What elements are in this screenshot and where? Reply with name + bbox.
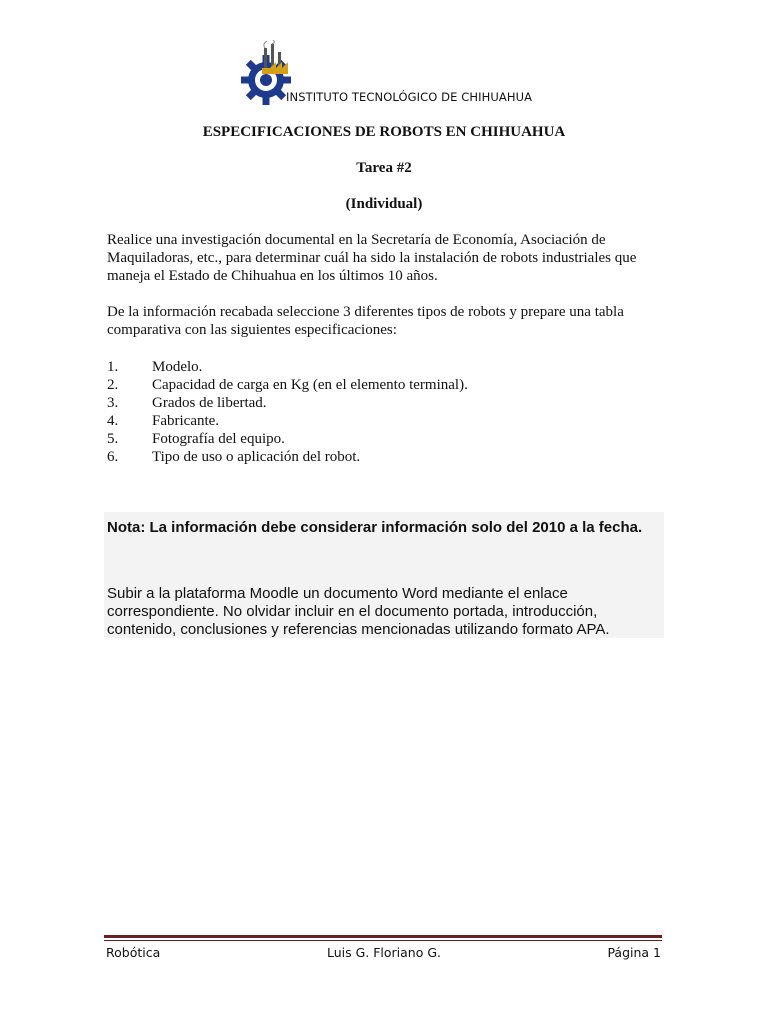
list-item [107,448,468,466]
instructions-paragraph: De la información recabada seleccione 3 diferentes tipos de robots y prepare una tabla comparativa con las siguientes especificaciones: [107,304,624,338]
note-box [104,512,664,638]
list-item [107,412,468,430]
list-item-text: Modelo. [152,359,203,375]
list-item-text: Tipo de uso o aplicación del robot. [152,449,361,465]
footer-divider-thin [104,940,662,941]
list-item-text: Capacidad de carga en Kg (en el elemento terminal). [152,377,468,393]
list-item [107,358,468,376]
document-title: ESPECIFICACIONES DE ROBOTS EN CHIHUAHUA [202,124,566,140]
submission-instructions: Subir a la plataforma Moodle un documento Word mediante el enlace correspondiente. No olvidar incluir en el documento portada, introducción, contenido, conclusiones y referencias mencionadas utilizando formato APA. [107,585,610,638]
list-item-number: 5. [107,431,119,447]
list-item-number: 2. [107,377,119,393]
note-text: Nota: La información debe considerar información solo del 2010 a la fecha. [107,519,643,536]
footer-divider [104,935,662,938]
list-item-number: 1. [107,359,119,375]
list-item [107,376,468,394]
institute-name: INSTITUTO TECNOLÓGICO DE CHIHUAHUA [286,90,533,104]
footer-author: Luis G. Floriano G. [326,945,442,960]
list-item-number: 3. [107,395,119,411]
intro-paragraph: Realice una investigación documental en la Secretaría de Economía, Asociación de Maquiladoras, etc., para determinar cuál ha sido la instalación de robots industriales que maneja el Estado de Chihuahua en los últimos 10 años. [107,232,637,284]
list-item-number: 4. [107,413,119,429]
list-item-text: Grados de libertad. [152,395,267,411]
list-item-text: Fabricante. [152,413,220,429]
footer-page-number: Página 1 [607,945,661,960]
list-item-number: 6. [107,449,119,465]
list-item [107,394,468,412]
list-item-text: Fotografía del equipo. [152,431,285,447]
task-label: Tarea #2 [356,160,412,176]
footer-course: Robótica [106,945,161,960]
task-mode: (Individual) [345,196,423,212]
list-item [107,430,468,448]
page-header [240,40,660,110]
specifications-list [107,358,468,466]
